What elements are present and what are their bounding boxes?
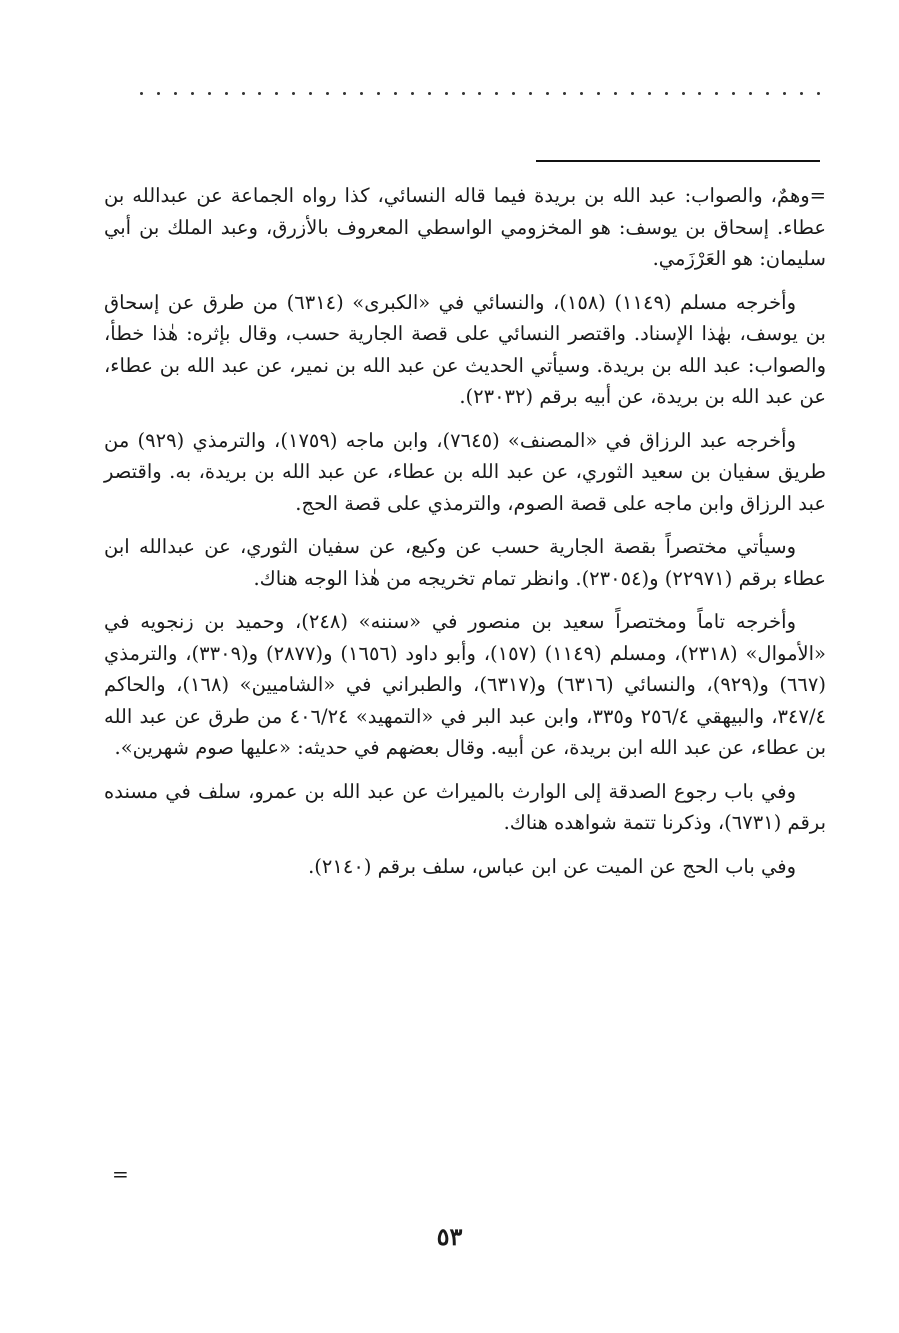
- separator-dot: [495, 92, 498, 95]
- separator-dot: [292, 92, 295, 95]
- separator-dot: [343, 92, 346, 95]
- separator-dot: [377, 92, 380, 95]
- footnotes-section: [104, 180, 826, 894]
- separator-dot: [698, 92, 701, 95]
- separator-dot: [631, 92, 634, 95]
- separator-dot: [225, 92, 228, 95]
- separator-dot: [512, 92, 515, 95]
- separator-dot: [817, 92, 820, 95]
- separator-dot: [529, 92, 532, 95]
- footnote-paragraph-3: وأخرجه عبد الرزاق في «المصنف» (٧٦٤٥)، وابن ماجه (١٧٥٩)، والترمذي (٩٢٩) من طريق سفيان بن سعيد الثوري، عن عبد الله بن عطاء، عن عبد الله بن بريدة، به. واقتصر عبد الرزاق وابن ماجه على قصة الصوم، والترمذي على قصة الحج.: [104, 428, 826, 515]
- separator-dot: [208, 92, 211, 95]
- footnote-paragraph-7: وفي باب الحج عن الميت عن ابن عباس، سلف برقم (٢١٤٠).: [308, 854, 796, 878]
- separator-dot: [258, 92, 261, 95]
- separator-dot: [275, 92, 278, 95]
- separator-dot: [800, 92, 803, 95]
- separator-dot: [546, 92, 549, 95]
- separator-dot: [648, 92, 651, 95]
- footnote-paragraph-1: =وهمٌ، والصواب: عبد الله بن بريدة فيما قاله النسائي، كذا رواه الجماعة عن عبدالله بن عطاء. إسحاق بن يوسف: هو المخزومي الواسطي المعروف بالأزرق، وعبد الملك بن أبي سليمان: هو العَرْزَمي.: [104, 184, 826, 270]
- footnote-paragraph-2: وأخرجه مسلم (١١٤٩) (١٥٨)، والنسائي في «الكبرى» (٦٣١٤) من طرق عن إسحاق بن يوسف، بهٰذا الإسناد. واقتصر النسائي على قصة الجارية حسب، وقال بإثره: هٰذا خطأ، والصواب: عبد الله بن بريدة. وسيأتي الحديث عن عبد الله بن نمير، عن عبد الله بن عطاء، عن عبد الله بن بريدة، عن أبيه برقم (٢٣٠٣٢).: [104, 290, 826, 408]
- separator-dot: [428, 92, 431, 95]
- footnote-paragraph-5: وأخرجه تاماً ومختصراً سعيد بن منصور في «سننه» (٢٤٨)، وحميد بن زنجويه في «الأموال» (٢٣١٨)، ومسلم (١١٤٩) (١٥٧)، وأبو داود (١٦٥٦) و(٢٨٧٧) و(٣٣٠٩)، والترمذي (٦٦٧) و(٩٢٩)، والنسائي (٦٣١٦) و(٦٣١٧)، والطبراني في «الشاميين» (١٦٨)، والحاكم ٣٤٧/٤، والبيهقي ٢٥٦/٤ و٣٣٥، وابن عبد البر في «التمهيد» ٤٠٦/٢٤ من طرق عن عبد الله بن عطاء، عن عبد الله ابن بريدة، عن أبيه. وقال بعضهم في حديثه: «عليها صوم شهرين».: [104, 610, 826, 759]
- separator-dot: [411, 92, 414, 95]
- separator-dot: [242, 92, 245, 95]
- separator-dot: [157, 92, 160, 95]
- separator-dot: [360, 92, 363, 95]
- dotted-separator: [140, 86, 820, 100]
- separator-dot: [766, 92, 769, 95]
- footnote-rule: [536, 160, 820, 162]
- footnote-paragraph-6: وفي باب رجوع الصدقة إلى الوارث بالميراث عن عبد الله بن عمرو، سلف في مسنده برقم (٦٧٣١)، وذكرنا تتمة شواهده هناك.: [104, 779, 826, 834]
- separator-dot: [174, 92, 177, 95]
- separator-dot: [665, 92, 668, 95]
- separator-dot: [783, 92, 786, 95]
- separator-dot: [462, 92, 465, 95]
- separator-dot: [478, 92, 481, 95]
- separator-dot: [597, 92, 600, 95]
- separator-dot: [715, 92, 718, 95]
- page-number: ٥٣: [436, 1222, 463, 1251]
- separator-dot: [749, 92, 752, 95]
- separator-dot: [732, 92, 735, 95]
- separator-dot: [326, 92, 329, 95]
- continuation-mark: =: [112, 1162, 129, 1186]
- footnote-paragraph-4: وسيأتي مختصراً بقصة الجارية حسب عن وكيع، عن سفيان الثوري، عن عبدالله ابن عطاء برقم (٢٢٩٧١) و(٢٣٠٥٤). وانظر تمام تخريجه من هٰذا الوجه هناك.: [104, 535, 826, 590]
- separator-dot: [191, 92, 194, 95]
- separator-dot: [614, 92, 617, 95]
- separator-dot: [140, 92, 143, 95]
- separator-dot: [394, 92, 397, 95]
- separator-dot: [682, 92, 685, 95]
- separator-dot: [580, 92, 583, 95]
- separator-dot: [445, 92, 448, 95]
- separator-dot: [309, 92, 312, 95]
- separator-dot: [563, 92, 566, 95]
